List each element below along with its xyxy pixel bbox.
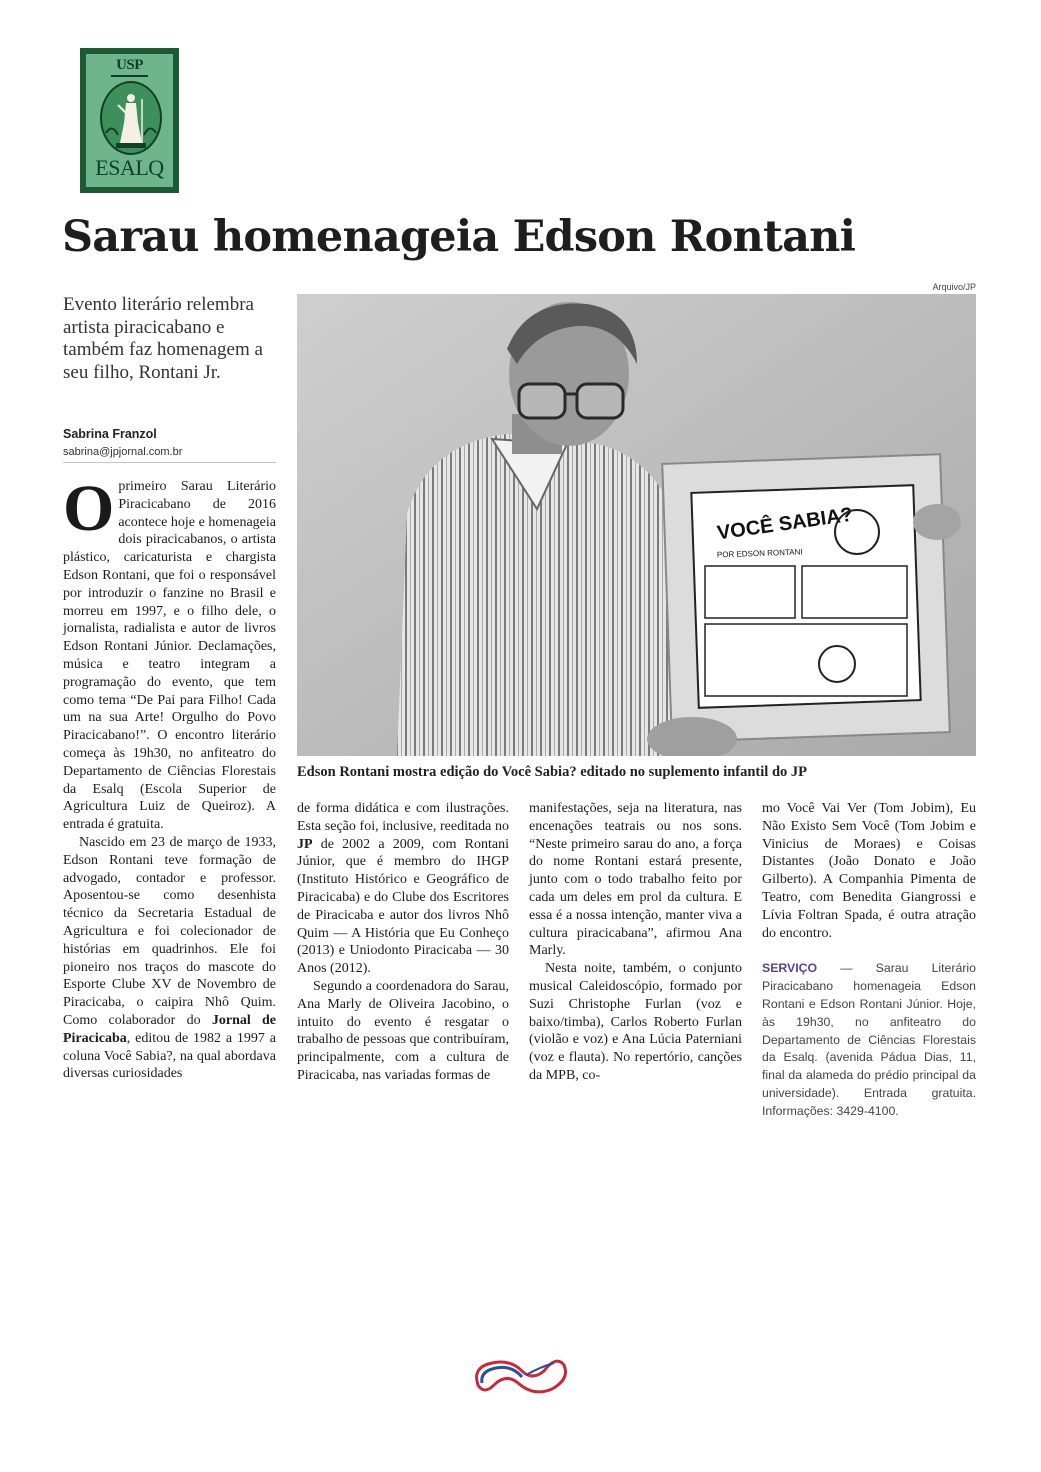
service-text: — Sarau Literário Piracicabano homenageia Edson Rontani e Edson Rontani Júnior. Hoje, às 19h30, no anfiteatro do Departamento de Ciências Florestais da Esalq. (avenida Pádua Dias, 11, final da alameda do prédio principal da universidade). Entrada gratuita. Informações: 3429-4100. [762,961,976,1118]
statue-icon [102,83,160,153]
photo [297,294,976,756]
paragraph: Segundo a coordenadora do Sarau, Ana Marly de Oliveira Jacobino, o intuito do evento é resgatar o trabalho de pessoas que contribuíram, principalmente, com a cultura de Piracicaba, nas variadas formas de [297,978,509,1083]
byline-email: sabrina@jpjornal.com.br [63,446,183,458]
article-column-2 [297,800,509,1085]
photo-caption: Edson Rontani mostra edição do Você Sabia? editado no suplemento infantil do JP [297,764,807,780]
article-column-3 [529,800,742,1085]
service-label: SERVIÇO [762,961,818,976]
byline-name: Sabrina Franzol [63,427,157,441]
publisher-loop-icon [470,1345,570,1401]
logo-usp-text: USP [116,57,143,73]
paragraph-end: , editou de 1982 a 1997 a coluna Você Sabia?, na qual abordava diversas curiosidades [63,1030,276,1082]
paragraph: primeiro Sarau Literário Piracicabano de 2016 acontece hoje e homenageia dois piracicabanos, o artista plástico, caricaturista e chargista Edson Rontani, que foi o responsável por introduzir o fanzine no Brasil e morreu em 1997, e o filho dele, o jornalista, radialista e autor de livros Edson Rontani Júnior. Declamações, música e teatro integram a programação do evento, que tem como tema “De Pai para Filho! Cada um na sua Arte! Orgulho do Povo Piracicabano!”. O encontro literário começa às 19h30, no anfiteatro do Departamento de Ciências Florestais da Esalq (Escola Superior de Agricultura Luiz de Queiroz). A entrada é gratuita. [63,479,276,833]
logo-panel [86,54,173,187]
paragraph: Nascido em 23 de março de 1933, Edson Rontani teve formação de advogado, contador e professor. Aposentou-se como desenhista técnico da Secretaria Estadual de Agricultura e foi colecionador de histórias em quadrinhos. Ele foi pioneiro nos traços do mascote do Esporte Clube XV de Novembro de Piracicaba, o caipira Nhô Quim. Como colaborador do [63,834,276,1028]
esalq-logo [80,48,179,193]
photo-illustration [297,294,976,756]
paragraph: Nesta noite, também, o conjunto musical Caleidoscópio, formado por Suzi Christophe Furlan (voz e baixo/timba), Carlos Roberto Furlan (violão e voz) e Ana Lúcia Paterniani (voz e flauta). No repertório, canções da MPB, co- [529,961,742,1083]
logo-emblem [100,81,162,155]
comic-byline: POR EDSON RONTANI [716,547,803,560]
article-column-1 [63,472,277,1083]
deck: Evento literário relembra artista piracicabano e também faz homenagem a seu filho, Rontani Jr. [63,294,263,383]
newspaper-name: Jornal de Piracicaba [63,1012,277,1046]
article-column-4 [762,800,976,1121]
logo-rule [111,75,148,77]
paragraph-end: de 2002 a 2009, com Rontani Júnior, que é membro do IHGP (Instituto Histórico e Geográfico de Piracicaba) e do Clube dos Escritores de Piracicaba e autor dos livros Nhô Quim — A História que Eu Conheço (2013) e Uniodonto Piracicaba — 30 Anos (2012). [297,836,509,977]
logo-esalq-text: ESALQ [95,155,164,180]
paragraph: de forma didática e com ilustrações. Esta seção foi, inclusive, reeditada no [297,801,509,834]
paragraph: mo Você Vai Ver (Tom Jobim), Eu Não Existo Sem Você (Tom Jobim e Vinicius de Moraes) e Coisas Distantes (João Donato e João Gilberto). A Companhia Pimenta de Teatro, com Benedita Giangrossi e Lívia Foltran Spada, é outra atração do encontro. [762,801,976,941]
service-box [762,960,976,1120]
headline: Sarau homenageia Edson Rontani [62,212,856,262]
byline-divider [63,462,276,463]
paragraph: manifestações, seja na literatura, nas encenações teatrais ou nos sons. “Neste primeiro sarau do ano, a força do nome Rontani estará presente, junto com o todo trabalho feito por cada um deles em prol da cultura. E essa é a nossa intenção, manter viva a cultura piracicabana”, afirmou Ana Marly. [529,801,742,959]
photo-credit: Arquivo/JP [932,282,976,292]
comic-title: VOCÊ SABIA? [715,503,855,545]
drop-cap: O [63,472,115,545]
newspaper-abbrev: JP [297,836,313,852]
